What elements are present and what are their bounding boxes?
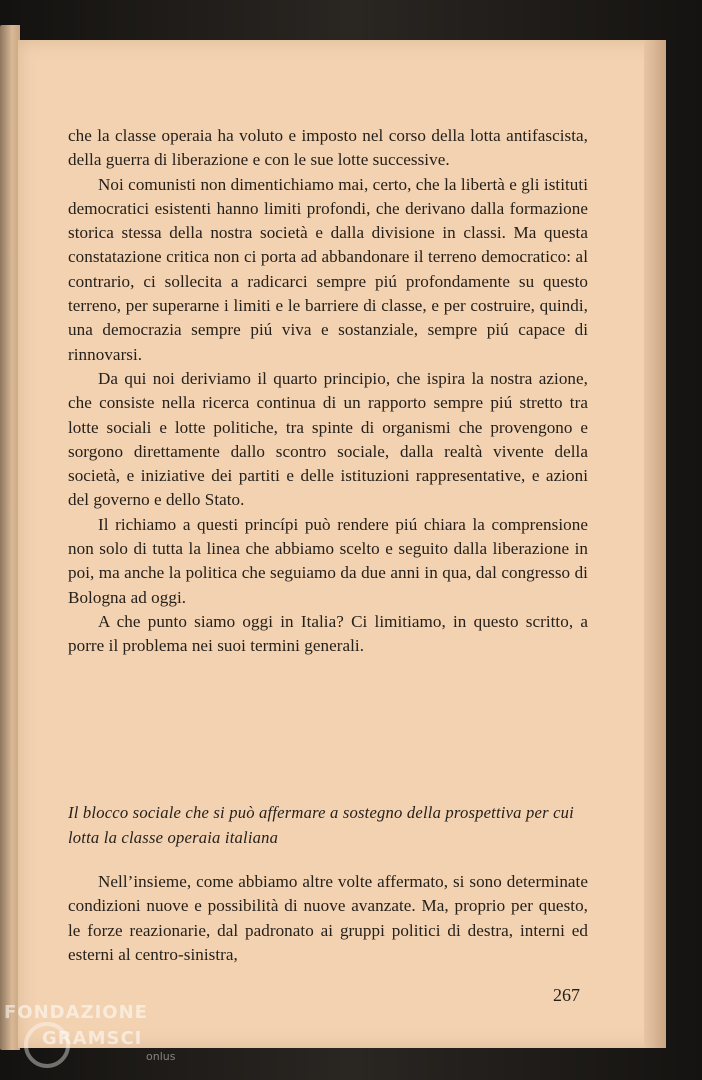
paragraph: Noi comunisti non dimentichiamo mai, certo, che la libertà e gli istituti democratici esistenti hanno limiti profondi, che derivano dalla formazione storica stessa della nostra società e dalla divisione in classi. Ma questa constatazione critica non ci porta ad abbandonare il terreno democratico: al contrario, ci sollecita a radicarci sempre piú profondamente su questo terreno, per superarne i limiti e le barriere di classe, e per costruire, quindi, una democrazia sempre piú viva e sostanziale, sempre piú capace di rinnovarsi. xyxy=(68,174,588,364)
section-heading: Il blocco sociale che si può affermare a sostegno della prospettiva per cui lotta la classe operaia italiana xyxy=(68,803,574,847)
body-text-top xyxy=(68,124,588,659)
book-left-edge xyxy=(0,25,20,1050)
paragraph: A che punto siamo oggi in Italia? Ci limitiamo, in questo scritto, a porre il problema nei suoi termini generali. xyxy=(68,611,588,656)
watermark-suffix: onlus xyxy=(146,1050,176,1063)
book-right-edge xyxy=(644,40,666,1048)
paragraph: che la classe operaia ha voluto e imposto nel corso della lotta antifascista, della guerra di liberazione e con le sue lotte successive. xyxy=(68,126,588,170)
paragraph: Il richiamo a questi princípi può rendere piú chiara la comprensione non solo di tutta la linea che abbiamo scelto e seguito dalla liberazione in poi, ma anche la politica che seguiamo da due anni in qua, dal congresso di Bologna ad oggi. xyxy=(68,514,588,607)
paragraph: Da qui noi deriviamo il quarto principio, che ispira la nostra azione, che consiste nella ricerca continua di un rapporto sempre piú stretto tra lotte sociali e lotte politiche, tra spinte di organismi che provengono e sorgono direttamente dallo scontro sociale, dalla realtà vivente della società, e iniziative dei partiti e delle istituzioni rappresentative, e azioni del governo e dello Stato. xyxy=(68,368,588,510)
page-number: 267 xyxy=(553,985,580,1005)
watermark-logo xyxy=(4,1002,148,1049)
paragraph: Nell’insieme, come abbiamo altre volte affermato, si sono determinate condizioni nuove e possibilità di nuove avanzate. Ma, proprio per questo, le forze reazionarie, dal padronato ai gruppi politici di destra, interni ed esterni al centro-sinistra, xyxy=(68,872,588,964)
body-text-bottom xyxy=(68,870,588,967)
watermark-line2: GRAMSCI xyxy=(42,1028,143,1049)
watermark-line1: FONDAZIONE xyxy=(4,1002,148,1023)
